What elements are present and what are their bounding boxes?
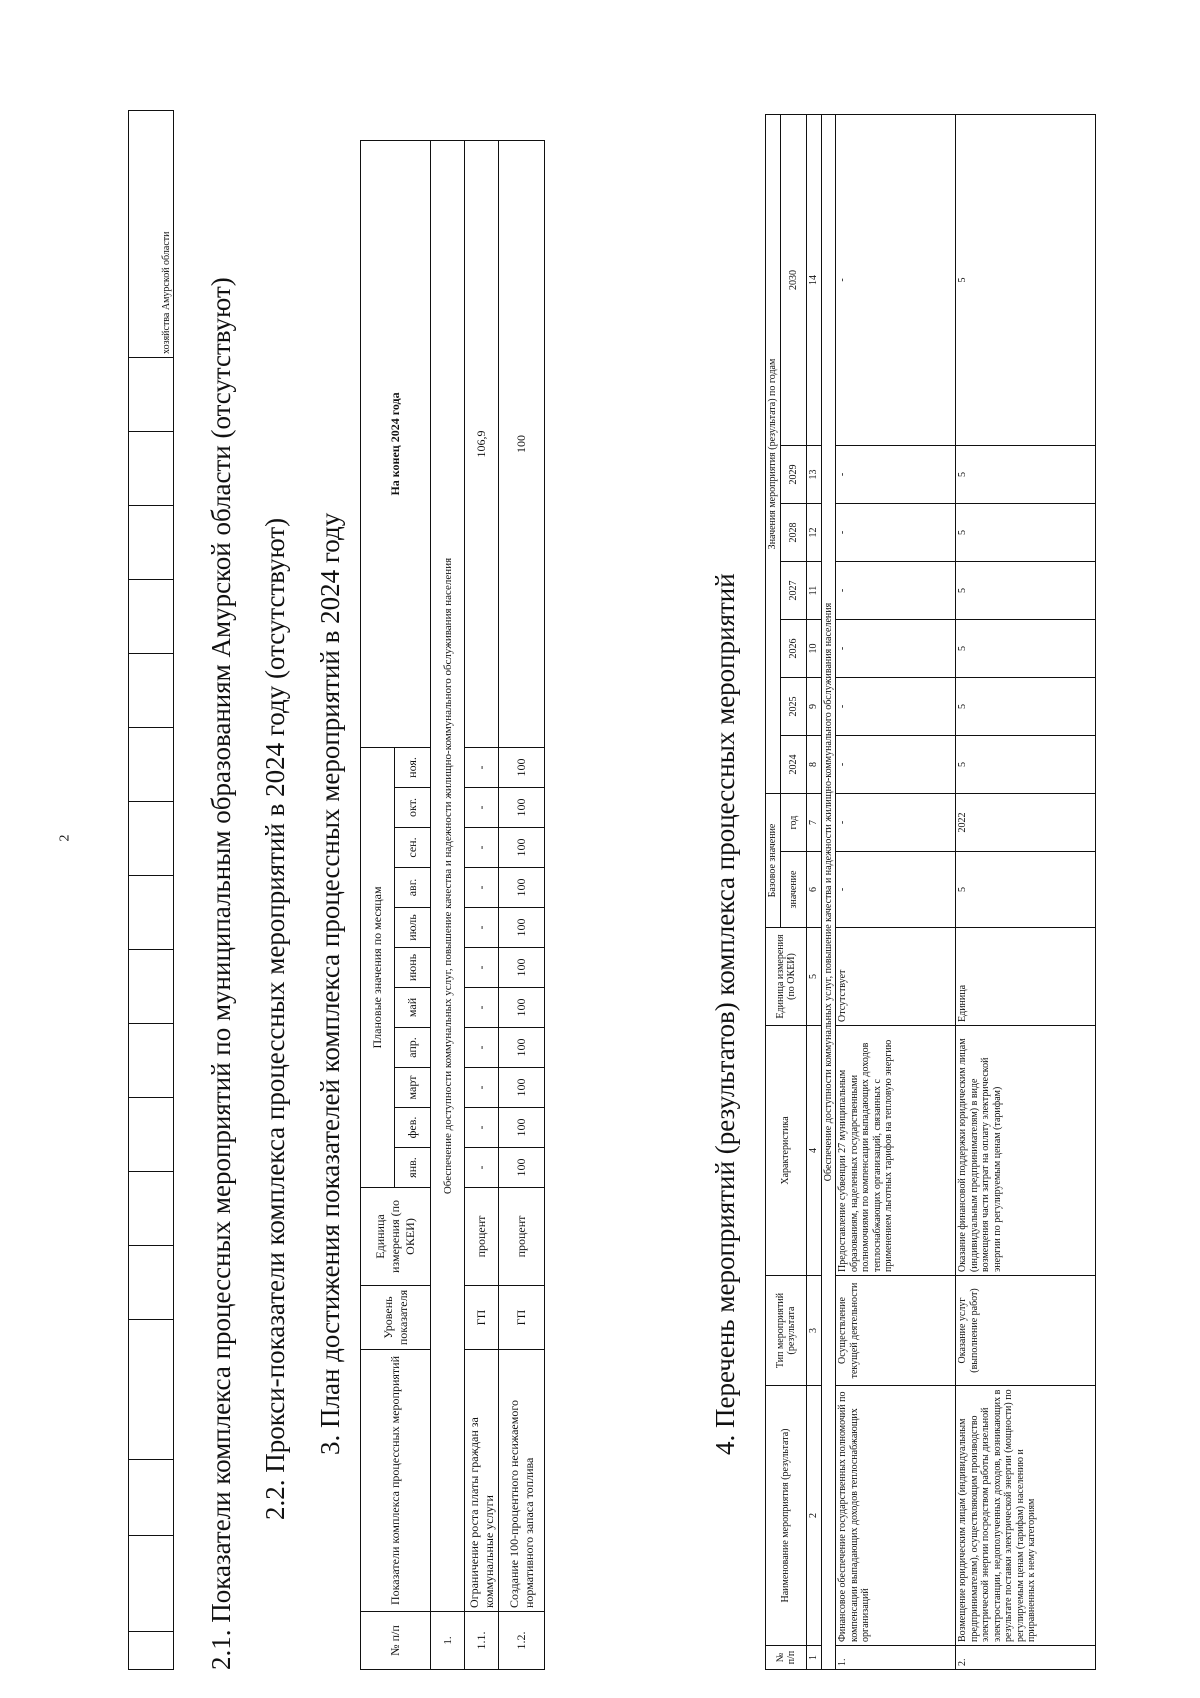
month-header: ноя. (395, 747, 431, 787)
year-value: - (836, 115, 956, 446)
table3-header-end: На конец 2024 года (361, 141, 431, 748)
table3-header-level: Уровень показателя (361, 1286, 431, 1350)
table4-header-name: Наименование мероприятия (результата) (766, 1386, 807, 1646)
month-value: - (465, 788, 499, 828)
column-number: 6 (807, 852, 822, 928)
year-value: - (836, 562, 956, 620)
table3-header-num: № п/п (361, 1612, 431, 1670)
month-header: фев. (395, 1108, 431, 1148)
rotated-page-content (20, 80, 1160, 1680)
column-number: 7 (807, 794, 822, 852)
month-header: авг. (395, 868, 431, 908)
year-end-value: 100 (499, 141, 545, 748)
month-value: - (465, 948, 499, 988)
column-number: 4 (807, 1026, 822, 1276)
column-number: 13 (807, 446, 822, 504)
column-number: 5 (807, 928, 822, 1026)
column-number: 10 (807, 620, 822, 678)
indicator-level: ГП (465, 1286, 499, 1350)
year-header: 2029 (781, 446, 807, 504)
year-value: 5 (956, 678, 1096, 736)
table4-header-num: № п/п (766, 1646, 807, 1670)
activity-type: Оказание услуг (выполнение работ) (956, 1276, 1096, 1386)
indicator-unit: процент (499, 1188, 545, 1286)
month-value: - (465, 908, 499, 948)
table-row (956, 115, 1096, 1670)
year-value: 5 (956, 446, 1096, 504)
heading-2-2: 2.2. Прокси-показатели комплекса процессных мероприятий в 2024 году (отсутствуют) (260, 517, 290, 1520)
table3-section-row (431, 141, 465, 1670)
row-num: 1. (836, 1646, 956, 1670)
year-header: 2030 (781, 115, 807, 446)
table4-header-type: Тип мероприятий (результата (766, 1276, 807, 1386)
activities-table (765, 114, 1096, 1670)
column-number: 11 (807, 562, 822, 620)
base-year: 2022 (956, 794, 1096, 852)
month-value: - (465, 988, 499, 1028)
year-value: 5 (956, 115, 1096, 446)
year-header: 2027 (781, 562, 807, 620)
base-year: - (836, 794, 956, 852)
year-header: 2028 (781, 504, 807, 562)
table-row (836, 115, 956, 1670)
table-row (499, 141, 545, 1670)
activity-characteristic: Оказание финансовой поддержки юридическим лицам (индивидуальным предпринимателям) в виде возмещения части затрат на оплату электрической энергии по регулируемым ценам (тарифам) (956, 1026, 1096, 1276)
page-number: 2 (57, 834, 73, 842)
month-value: 100 (499, 828, 545, 868)
month-header: июль (395, 908, 431, 948)
indicator-level: ГП (499, 1286, 545, 1350)
heading-3: 3. План достижения показателей комплекса процессных мероприятий в 2024 году (315, 512, 345, 1455)
month-value: 100 (499, 1108, 545, 1148)
year-end-value: 106,9 (465, 141, 499, 748)
indicator-name: Ограничение роста платы граждан за коммунальные услуги (465, 1350, 499, 1612)
year-value: 5 (956, 504, 1096, 562)
column-number: 3 (807, 1276, 822, 1386)
year-header: 2026 (781, 620, 807, 678)
column-number: 9 (807, 678, 822, 736)
month-header: апр. (395, 1028, 431, 1068)
year-value: 5 (956, 736, 1096, 794)
month-value: 100 (499, 908, 545, 948)
table4-header-unit: Единица измерения (по ОКЕИ) (766, 928, 807, 1026)
top-continuation-table (128, 110, 174, 1670)
month-value: - (465, 747, 499, 787)
year-value: - (836, 620, 956, 678)
year-value: 5 (956, 562, 1096, 620)
section-title: Обеспечение доступности коммунальных услуг, повышение качества и надежности жилищно-коммунального обслуживания населения (821, 115, 836, 1670)
month-value: 100 (499, 1148, 545, 1188)
year-value: - (836, 504, 956, 562)
table4-header-base: Базовое значение (766, 794, 781, 928)
column-number: 14 (807, 115, 822, 446)
row-num: 2. (956, 1646, 1096, 1670)
month-value: 100 (499, 988, 545, 1028)
activity-characteristic: Предоставление субвенции 27 муниципальным образованиям, наделенных государственными полномочиями по компенсации выпадающих доходов теплоснабжающих организаций, связанных с применением льготных тарифов на тепловую энергию (836, 1026, 956, 1276)
section-num: 1. (431, 1612, 465, 1670)
month-value: - (465, 1068, 499, 1108)
base-value: - (836, 852, 956, 928)
table4-header-values: Значения мероприятия (результата) по годам (766, 115, 781, 794)
table3-header-monthly: Плановые значения по месяцам (361, 747, 395, 1187)
month-header: март (395, 1068, 431, 1108)
table4-header-row-1 (766, 115, 781, 1670)
table3-header-unit: Единица измерения (по ОКЕИ) (361, 1188, 431, 1286)
month-value: 100 (499, 1068, 545, 1108)
month-header: июнь (395, 948, 431, 988)
month-value: - (465, 828, 499, 868)
month-header: окт. (395, 788, 431, 828)
top-table-row (129, 111, 174, 1670)
month-value: - (465, 1028, 499, 1068)
month-value: 100 (499, 747, 545, 787)
base-value: 5 (956, 852, 1096, 928)
table4-header-base-year: год (781, 794, 807, 852)
table4-column-numbers (807, 115, 822, 1670)
month-header: янв. (395, 1148, 431, 1188)
year-value: 5 (956, 620, 1096, 678)
heading-2-1: 2.1. Показатели комплекса процессных мероприятий по муниципальным образованиям Амурской области (отсутствуют) (206, 277, 236, 1670)
activity-name: Финансовое обеспечение государственных полномочий по компенсации выпадающих доходов теплоснабжающих организаций (836, 1386, 956, 1646)
activity-unit: Единица (956, 928, 1096, 1026)
column-number: 2 (807, 1386, 822, 1646)
table3-header-name: Показатели комплекса процессных мероприятий (361, 1350, 431, 1612)
year-header: 2024 (781, 736, 807, 794)
month-header: май (395, 988, 431, 1028)
column-number: 1 (807, 1646, 822, 1670)
row-num: 1.2. (499, 1612, 545, 1670)
month-value: - (465, 868, 499, 908)
table4-header-char: Характеристика (766, 1026, 807, 1276)
indicator-name: Создание 100-процентного несижаемого нормативного запаса топлива (499, 1350, 545, 1612)
month-value: 100 (499, 948, 545, 988)
section-title: Обеспечение доступности коммунальных услуг, повышение качества и надежности жилищно-коммунального обслуживания населения (431, 141, 465, 1612)
column-number: 8 (807, 736, 822, 794)
month-value: 100 (499, 788, 545, 828)
row-num: 1.1. (465, 1612, 499, 1670)
year-value: - (836, 678, 956, 736)
indicator-unit: процент (465, 1188, 499, 1286)
table4-header-base-value: значение (781, 852, 807, 928)
month-value: - (465, 1108, 499, 1148)
year-header: 2025 (781, 678, 807, 736)
table3-header-row-1 (361, 141, 395, 1670)
heading-4: 4. Перечень мероприятий (результатов) комплекса процессных мероприятий (710, 573, 740, 1455)
year-value: - (836, 736, 956, 794)
activity-name: Возмещение юридическим лицам (индивидуальным предпринимателям), осуществляющим производство электрической энергии посредством работы дизельной электростанции, недополученных доходов, возникающих в результате поставки электрической энергии (мощности) по регулируемым ценам (тарифам) населению и приравненных к нему категориям (956, 1386, 1096, 1646)
month-header: сен. (395, 828, 431, 868)
year-value: - (836, 446, 956, 504)
month-value: - (465, 1148, 499, 1188)
month-value: 100 (499, 1028, 545, 1068)
table4-section-row (821, 115, 836, 1670)
activity-type: Осуществление текущей деятельности (836, 1276, 956, 1386)
month-value: 100 (499, 868, 545, 908)
table-row (465, 141, 499, 1670)
column-number: 12 (807, 504, 822, 562)
plan-indicators-table (360, 140, 545, 1670)
activity-unit: Отсутствует (836, 928, 956, 1026)
top-table-last-cell: хозяйства Амурской области (129, 111, 174, 358)
